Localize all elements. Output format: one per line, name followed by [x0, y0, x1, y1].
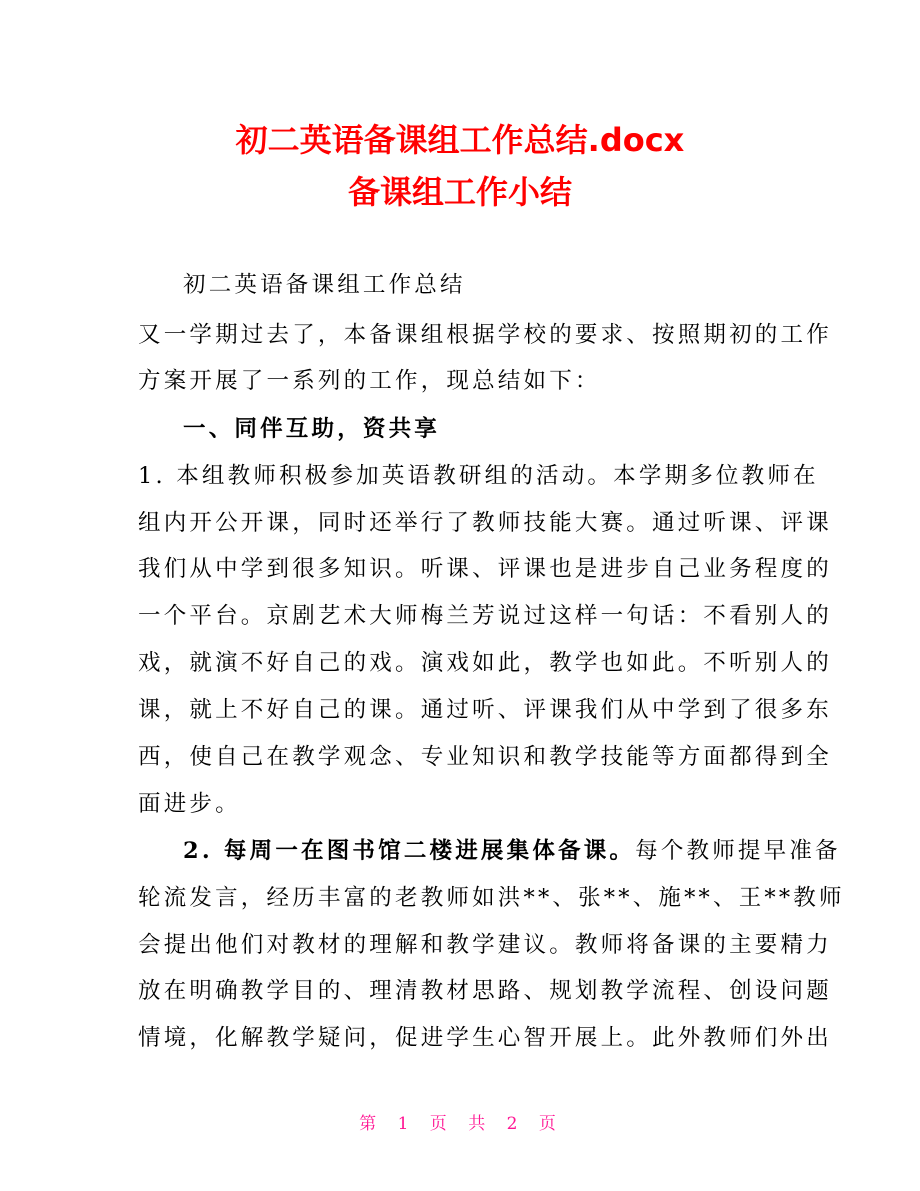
paragraph-line: 放在明确教学目的、理清教材思路、规划教学流程、创设问题: [138, 978, 832, 1004]
page-indicator: 第 1 页 共 2 页: [359, 1114, 561, 1134]
paragraph-line: 一个平台。京剧艺术大师梅兰芳说过这样一句话：不看别人的: [138, 603, 832, 629]
paragraph-line: 我们从中学到很多知识。听课、评课也是进步自己业务程度的: [138, 556, 832, 582]
document-title: 初二英语备课组工作总结.docx: [235, 121, 685, 159]
intro-line: 又一学期过去了，本备课组根据学校的要求、按照期初的工作: [138, 322, 832, 348]
paragraph-line-item2-first: [183, 836, 841, 866]
item2-bold-lead: 2. 每周一在图书馆二楼进展集体备课。: [183, 838, 636, 864]
subtitle-line: 初二英语备课组工作总结: [183, 272, 466, 298]
item2-lead-rest: 每个教师提早准备: [635, 838, 841, 864]
paragraph-line: 课，就上不好自己的课。通过听、评课我们从中学到了很多东: [138, 697, 832, 723]
paragraph-line: 轮流发言，经历丰富的老教师如洪**、张**、施**、王**教师: [138, 885, 845, 911]
paragraph-line: 会提出他们对教材的理解和教学建议。教师将备课的主要精力: [138, 932, 832, 958]
paragraph-line: 面进步。: [138, 791, 241, 817]
section-heading: 一、同伴互助，资共享: [183, 416, 441, 442]
paragraph-line: 情境，化解教学疑问，促进学生心智开展上。此外教师们外出: [138, 1025, 832, 1051]
intro-line: 方案开展了一系列的工作，现总结如下：: [138, 368, 601, 394]
paragraph-line: 1. 本组教师积极参加英语教研组的活动。本学期多位教师在: [138, 463, 819, 489]
paragraph-line: 组内开公开课，同时还举行了教师技能大赛。通过听课、评课: [138, 510, 832, 536]
paragraph-line: 戏，就演不好自己的戏。演戏如此，教学也如此。不听别人的: [138, 650, 832, 676]
paragraph-line: 西，使自己在教学观念、专业知识和教学技能等方面都得到全: [138, 744, 832, 770]
document-subtitle-title: 备课组工作小结: [347, 173, 572, 211]
